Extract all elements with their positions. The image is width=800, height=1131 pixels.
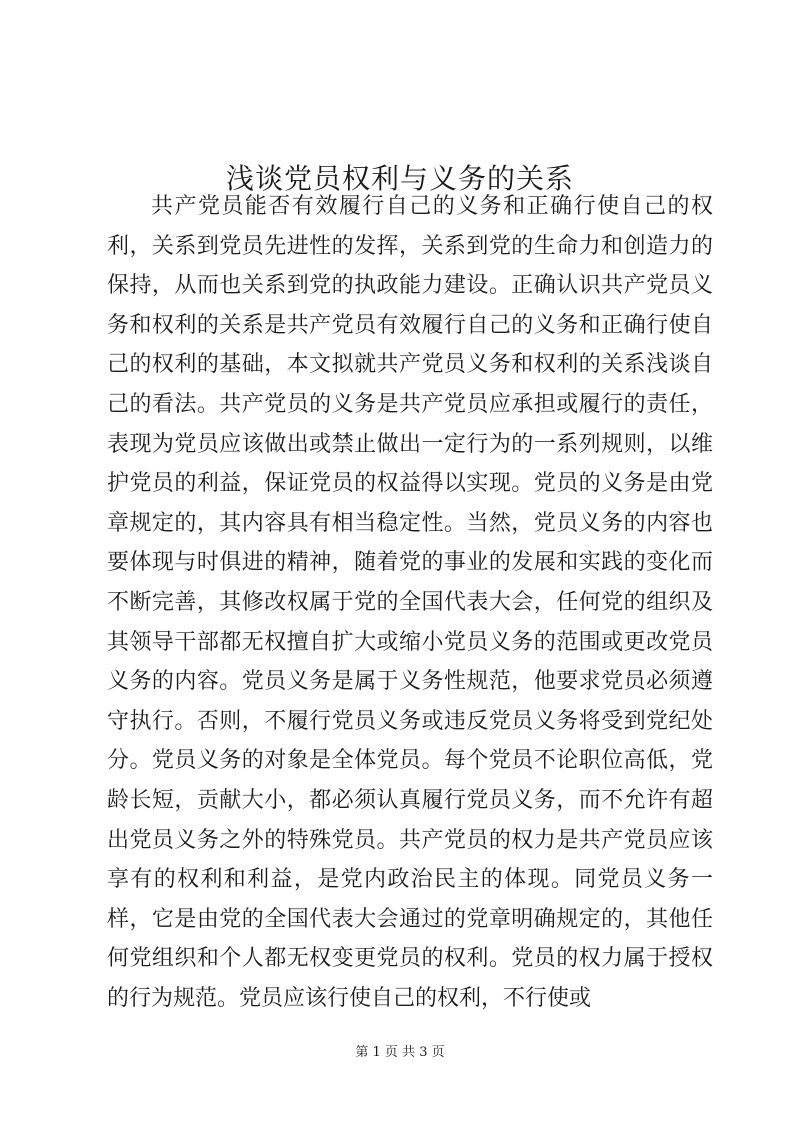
body-paragraph: 共产党员能否有效履行自己的义务和正确行使自己的权利，关系到党员先进性的发挥，关系到党的生命力和创造力的保持，从而也关系到党的执政能力建设。正确认识共产党员义务和权利的关系是共产党员有效履行自己的义务和正确行使自己的权利的基础，本文拟就共产党员义务和权利的关系浅谈自己的看法。共产党员的义务是共产党员应承担或履行的责任，表现为党员应该做出或禁止做出一定行为的一系列规则，以维护党员的利益，保证党员的权益得以实现。党员的义务是由党章规定的，其内容具有相当稳定性。当然，党员义务的内容也要体现与时俱进的精神，随着党的事业的发展和实践的变化而不断完善，其修改权属于党的全国代表大会，任何党的组织及其领导干部都无权擅自扩大或缩小党员义务的范围或更改党员义务的内容。党员义务是属于义务性规范，他要求党员必须遵守执行。否则，不履行党员义务或违反党员义务将受到党纪处分。党员义务的对象是全体党员。每个党员不论职位高低，党龄长短，贡献大小，都必须认真履行党员义务，而不允许有超出党员义务之外的特殊党员。共产党员的权力是共产党员应该享有的权利和利益，是党内政治民主的体现。同党员义务一样，它是由党的全国代表大会通过的党章明确规定的，其他任何党组织和个人都无权变更党员的权利。党员的权力属于授权的行为规范。党员应该行使自己的权利，不行使或 [107, 194, 713, 1011]
document-body [107, 187, 713, 1018]
page-number-footer: 第 1 页 共 3 页 [355, 1045, 445, 1060]
document-title: 浅谈党员权利与义务的关系 [225, 161, 574, 195]
